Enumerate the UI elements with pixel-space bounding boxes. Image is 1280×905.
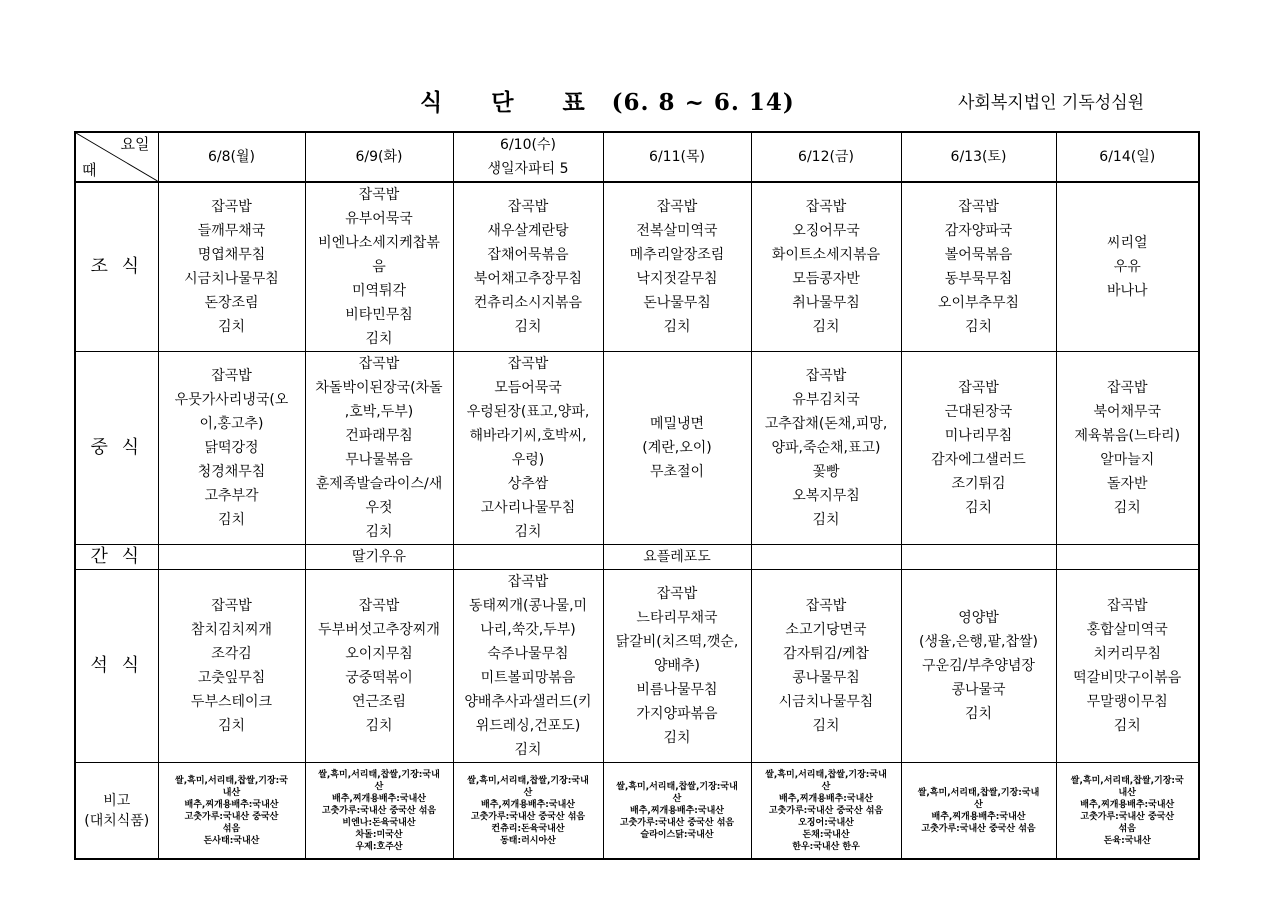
menu-cell-notes [603,763,751,860]
menu-item: 감자양파국 [944,223,1013,239]
menu-item: 건파래무침 [345,428,413,444]
corner-time-label: 때 [82,161,97,179]
menu-item: 제육볶음(느타리) [1074,428,1181,444]
menu-item: 감자튀김/케찹 [783,646,869,662]
menu-item: 콩나물무침 [792,670,860,686]
origin-note-line: 쌀,흑미,서리태,찹쌀,기장:국내 [917,787,1040,798]
origin-note-line: 산 [974,799,983,810]
menu-item: 잡곡밥 [358,356,400,372]
menu-item: 북어채무국 [1093,404,1162,420]
menu-item: 새우살계란탕 [487,223,569,239]
menu-item: 잡곡밥 [958,199,999,215]
menu-item: 알마늘지 [1100,452,1155,468]
menu-item: 우렁) [511,452,545,468]
menu-item: 조각김 [211,646,252,662]
menu-item: 가지양파볶음 [636,706,718,722]
menu-item: 김치 [812,718,840,734]
menu-item: 잡곡밥 [211,368,252,384]
origin-note-line: 섞음 [1118,823,1136,834]
menu-item: 김치 [964,706,993,722]
menu-item: 김치 [1113,500,1141,516]
origin-note-line: 돈사태:국내산 [203,835,260,846]
menu-item: 잡곡밥 [211,598,252,614]
menu-item: 김치 [217,319,246,335]
menu-cell-dinner [901,570,1056,763]
menu-item: 돈장조림 [204,295,259,311]
menu-item: 잡곡밥 [805,598,847,614]
menu-cell-snack [603,545,751,570]
menu-cell-lunch [751,352,901,545]
menu-item: 잡곡밥 [1106,598,1148,614]
menu-item: 김치 [663,319,691,335]
menu-item: 감자에그샐러드 [931,452,1026,468]
menu-item: 참치김치찌개 [190,622,273,638]
menu-item: 고춧잎무침 [197,670,266,686]
menu-item: 볼어묵볶음 [944,247,1013,263]
menu-item: 모듬어묵국 [494,380,562,396]
menu-item: (계란,오이) [642,440,712,456]
origin-note-line: 배추,찌개용배추:국내산 [931,811,1026,822]
menu-item: 치커리무침 [1093,646,1162,662]
title-char-3: 표 [562,89,586,116]
menu-cell-dinner [1056,570,1199,763]
menu-cell-snack [901,545,1056,570]
menu-item: 메추리알장조림 [629,247,725,263]
menu-item: 김치 [964,319,993,335]
origin-note-line: 섞음 [222,823,241,834]
menu-item: 우젓 [365,500,393,516]
menu-item: 잡곡밥 [507,199,549,215]
notes-label-line: (대치식품) [84,812,150,829]
origin-note-line: 배추,찌개용배추:국내산 [332,793,426,804]
menu-item: 양배추) [653,658,701,674]
menu-item: 김치 [217,718,246,734]
day-date: 6/11(목) [649,149,705,165]
menu-item: 비엔나소세지케찹볶 [318,235,440,251]
day-header [751,132,901,182]
menu-item: 훈제족발슬라이스/새 [315,476,443,492]
menu-cell-breakfast [453,182,603,352]
origin-note-line: 쌀,흑미,서리태,찹쌀,기장:국내 [318,769,440,780]
day-date: 6/13(토) [950,149,1007,165]
origin-note-line: 쌀,흑미,서리태,찹쌀,기장:국내 [467,775,589,786]
meal-label-breakfast: 조 식 [75,182,158,352]
origin-note-line: 배추,찌개용배추:국내산 [481,799,575,810]
origin-note-line: 배추,찌개용배추:국내산 [1080,799,1175,810]
menu-item: 고사리나물무침 [480,500,576,516]
menu-item: 잡곡밥 [211,199,252,215]
origin-note-line: 고춧가루:국내산 중국산 섞음 [619,817,735,828]
menu-item: 무초절이 [649,464,705,480]
menu-item: 김치 [365,524,393,540]
menu-cell-dinner [453,570,603,763]
origin-note-line: 고춧가루:국내산 중국산 섞음 [921,823,1036,834]
menu-item: 차돌박이된장국(차돌 [315,380,443,396]
menu-item: 모듬콩자반 [792,271,860,287]
menu-item: 비름나물무침 [636,682,718,698]
menu-cell-lunch [901,352,1056,545]
menu-item: 미나리무침 [944,428,1013,444]
menu-item: 김치 [365,331,393,347]
menu-cell-breakfast [603,182,751,352]
day-header [603,132,751,182]
menu-item: 돈나물무침 [643,295,711,311]
menu-item: 컨츄리소시지볶음 [473,295,583,311]
origin-note-line: 고춧가루:국내산 중국산 [1080,811,1175,822]
menu-item: 구운김/부추양념장 [922,658,1035,674]
menu-cell-lunch [603,352,751,545]
menu-cell-notes [305,763,453,860]
menu-item: 조기튀김 [951,476,1006,492]
menu-item: 홍합살미역국 [1086,622,1168,638]
menu-item: 시금치나물무침 [184,271,279,287]
menu-item: 우렁된장(표고,양파, [466,404,590,420]
menu-cell-notes [158,763,305,860]
origin-note-line: 쌀,흑미,서리태,찹쌀,기장:국 [175,775,288,786]
menu-item: 요플레포도 [643,549,711,565]
meal-row [75,545,1199,570]
menu-item: 잡채어묵볶음 [487,247,569,263]
notes-label-line: 비고 [103,792,131,809]
origin-note-line: 고춧가루:국내산 중국산 [184,811,279,822]
menu-item: 잡곡밥 [507,574,549,590]
menu-item: 잡곡밥 [358,187,400,203]
menu-item: 떡갈비맛구이볶음 [1073,670,1182,686]
origin-note-line: 우제:호주산 [355,841,403,852]
day-date: 6/12(금) [798,149,854,165]
menu-item: 오이부추무침 [937,295,1020,311]
origin-note-line: 비엔나:돈육국내산 [342,817,416,828]
menu-item: 김치 [365,718,393,734]
menu-item: 김치 [514,742,542,758]
menu-item: 연근조림 [351,694,407,710]
origin-note-line: 쌀,흑미,서리태,찹쌀,기장:국내 [616,781,738,792]
origin-note-line: 차돌:미국산 [355,829,403,840]
menu-item: 두부스테이크 [190,694,273,710]
menu-cell-breakfast [158,182,305,352]
page-title [420,84,795,117]
day-header [453,132,603,182]
menu-item: 고추부각 [204,488,259,504]
meal-row [75,352,1199,545]
meal-label-dinner: 석 식 [75,570,158,763]
menu-item: 메밀냉면 [649,416,705,432]
day-date: 6/14(일) [1099,149,1156,165]
day-date: 6/9(화) [355,149,403,165]
day-event-note: 생일자파티 5 [487,161,569,177]
origin-note-line: 고춧가루:국내산 중국산 섞음 [470,811,586,822]
menu-item: 양배추사과샐러드(키 [464,694,592,710]
menu-item: 김치 [812,319,840,335]
menu-cell-lunch [453,352,603,545]
menu-item: 명엽채무침 [197,247,266,263]
origin-note-line: 배추,찌개용배추:국내산 [779,793,873,804]
menu-item: 비타민무침 [345,307,413,323]
menu-cell-notes [751,763,901,860]
menu-cell-dinner [158,570,305,763]
menu-item: 해바라기씨,호박씨, [469,428,587,444]
menu-cell-breakfast [305,182,453,352]
notes-label [75,763,158,860]
day-date: 6/8(월) [208,149,255,165]
menu-item: 낙지젓갈무침 [636,271,718,287]
origin-note-line: 고춧가루:국내산 중국산 섞음 [768,805,884,816]
menu-item: 오복지무침 [792,488,860,504]
origin-note-line: 동태:러시아산 [500,835,556,846]
menu-item: 무나물볶음 [345,452,413,468]
meal-row [75,763,1199,860]
menu-item: 김치 [964,500,993,516]
header-row [75,132,1199,182]
menu-item: 잡곡밥 [805,368,847,384]
menu-cell-lunch [1056,352,1199,545]
origin-note-line: 돈채:국내산 [802,829,850,840]
organization-name: 사회복지법인 기독성심원 [958,93,1145,113]
day-date: 6/10(수) [500,137,556,153]
title-char-1: 식 [420,89,444,116]
menu-cell-breakfast [1056,182,1199,352]
menu-item: ,호박,두부) [344,404,414,420]
day-header [1056,132,1199,182]
menu-item: 닭떡강정 [204,440,259,456]
origin-note-line: 돈육:국내산 [1103,835,1151,846]
menu-item: 돌자반 [1106,476,1148,492]
origin-note-line: 오징어:국내산 [798,817,854,828]
menu-item: 딸기우유 [351,549,407,565]
menu-item: (생율,은행,팥,찹쌀) [919,634,1038,650]
corner-day-label: 요일 [120,135,150,153]
menu-item: 유부김치국 [792,392,860,408]
menu-item: 잡곡밥 [1106,380,1148,396]
title-char-2: 단 [491,89,515,116]
menu-item: 양파,죽순채,표고) [771,440,881,456]
menu-item: 잡곡밥 [805,199,847,215]
origin-note-line: 산 [374,781,384,792]
menu-item: 오이지무침 [345,646,413,662]
menu-cell-dinner [305,570,453,763]
menu-item: 동부묵무침 [944,271,1013,287]
menu-item: 북어채고추장무침 [473,271,583,287]
menu-item: 숙주나물무침 [487,646,569,662]
menu-item: 소고기당면국 [785,622,867,638]
meal-label-lunch: 중 식 [75,352,158,545]
menu-item: 시금치나물무침 [778,694,874,710]
menu-cell-snack [751,545,901,570]
menu-item: 잡곡밥 [656,199,698,215]
menu-item: 무말랭이무침 [1086,694,1168,710]
meal-label-snack: 간 식 [75,545,158,570]
menu-item: 위드레싱,건포도) [475,718,581,734]
menu-cell-lunch [305,352,453,545]
meal-menu-table [74,131,1200,860]
menu-item: 오징어무국 [792,223,860,239]
menu-cell-notes [453,763,603,860]
menu-item: 잡곡밥 [656,586,698,602]
menu-cell-notes [1056,763,1199,860]
day-header [158,132,305,182]
title-date-range: (6. 8 ~ 6. 14) [611,89,795,116]
menu-cell-snack [453,545,603,570]
menu-item: 근대된장국 [944,404,1013,420]
day-header [901,132,1056,182]
origin-note-line: 산 [523,787,533,798]
menu-cell-lunch [158,352,305,545]
meal-row [75,182,1199,352]
menu-item: 화이트소세지볶음 [771,247,881,263]
origin-note-line: 산 [672,793,682,804]
menu-cell-notes [901,763,1056,860]
menu-item: 상추쌈 [507,476,549,492]
menu-item: 취나물무침 [792,295,860,311]
menu-item: 씨리얼 [1106,235,1148,251]
origin-note-line: 쌀,흑미,서리태,찹쌀,기장:국 [1070,775,1184,786]
origin-note-line: 컨츄리:돈육국내산 [491,823,565,834]
meal-row [75,570,1199,763]
origin-note-line: 배추,찌개용배추:국내산 [184,799,279,810]
origin-note-line: 배추,찌개용배추:국내산 [630,805,724,816]
menu-cell-snack [158,545,305,570]
corner-cell [75,132,158,182]
menu-item: 꽃빵 [812,464,840,480]
origin-note-line: 내산 [222,787,241,798]
menu-item: 미트볼피망볶음 [480,670,576,686]
menu-cell-dinner [603,570,751,763]
menu-cell-breakfast [901,182,1056,352]
menu-item: 잡곡밥 [358,598,400,614]
menu-item: 들깨무채국 [197,223,266,239]
menu-item: 이,홍고추) [199,416,264,432]
menu-cell-breakfast [751,182,901,352]
menu-item: 영양밥 [958,610,999,626]
menu-item: 고추잡채(돈채,피망, [764,416,888,432]
menu-item: 나리,쑥갓,두부) [480,622,576,638]
origin-note-line: 쌀,흑미,서리태,찹쌀,기장:국내 [765,769,887,780]
origin-note-line: 슬라이스닭:국내산 [640,829,714,840]
menu-cell-snack [1056,545,1199,570]
menu-item: 콩나물국 [951,682,1006,698]
menu-item: 미역튀각 [351,283,407,299]
menu-cell-dinner [751,570,901,763]
menu-item: 느타리무채국 [636,610,718,626]
day-header [305,132,453,182]
menu-item: 김치 [217,512,246,528]
origin-note-line: 내산 [1118,787,1136,798]
origin-note-line: 한우:국내산 한우 [792,841,860,852]
menu-item: 잡곡밥 [507,356,549,372]
menu-item: 김치 [514,524,542,540]
menu-item: 김치 [812,512,840,528]
menu-cell-snack [305,545,453,570]
menu-item: 김치 [514,319,542,335]
menu-item: 유부어묵국 [345,211,413,227]
menu-item: 궁중떡볶이 [345,670,413,686]
menu-item: 음 [372,259,386,275]
menu-item: 닭갈비(치즈떡,깻순, [615,634,739,650]
origin-note-line: 산 [821,781,831,792]
menu-item: 김치 [663,730,691,746]
menu-item: 동태찌개(콩나물,미 [468,598,588,614]
origin-note-line: 고춧가루:국내산 중국산 섞음 [321,805,437,816]
menu-item: 전복살미역국 [636,223,718,239]
menu-item: 바나나 [1106,283,1148,299]
menu-item: 우뭇가사리냉국(오 [174,392,289,408]
menu-item: 잡곡밥 [958,380,999,396]
menu-item: 청경채무침 [197,464,266,480]
menu-item: 두부버섯고추장찌개 [318,622,440,638]
menu-item: 우유 [1113,259,1141,275]
menu-item: 김치 [1113,718,1141,734]
